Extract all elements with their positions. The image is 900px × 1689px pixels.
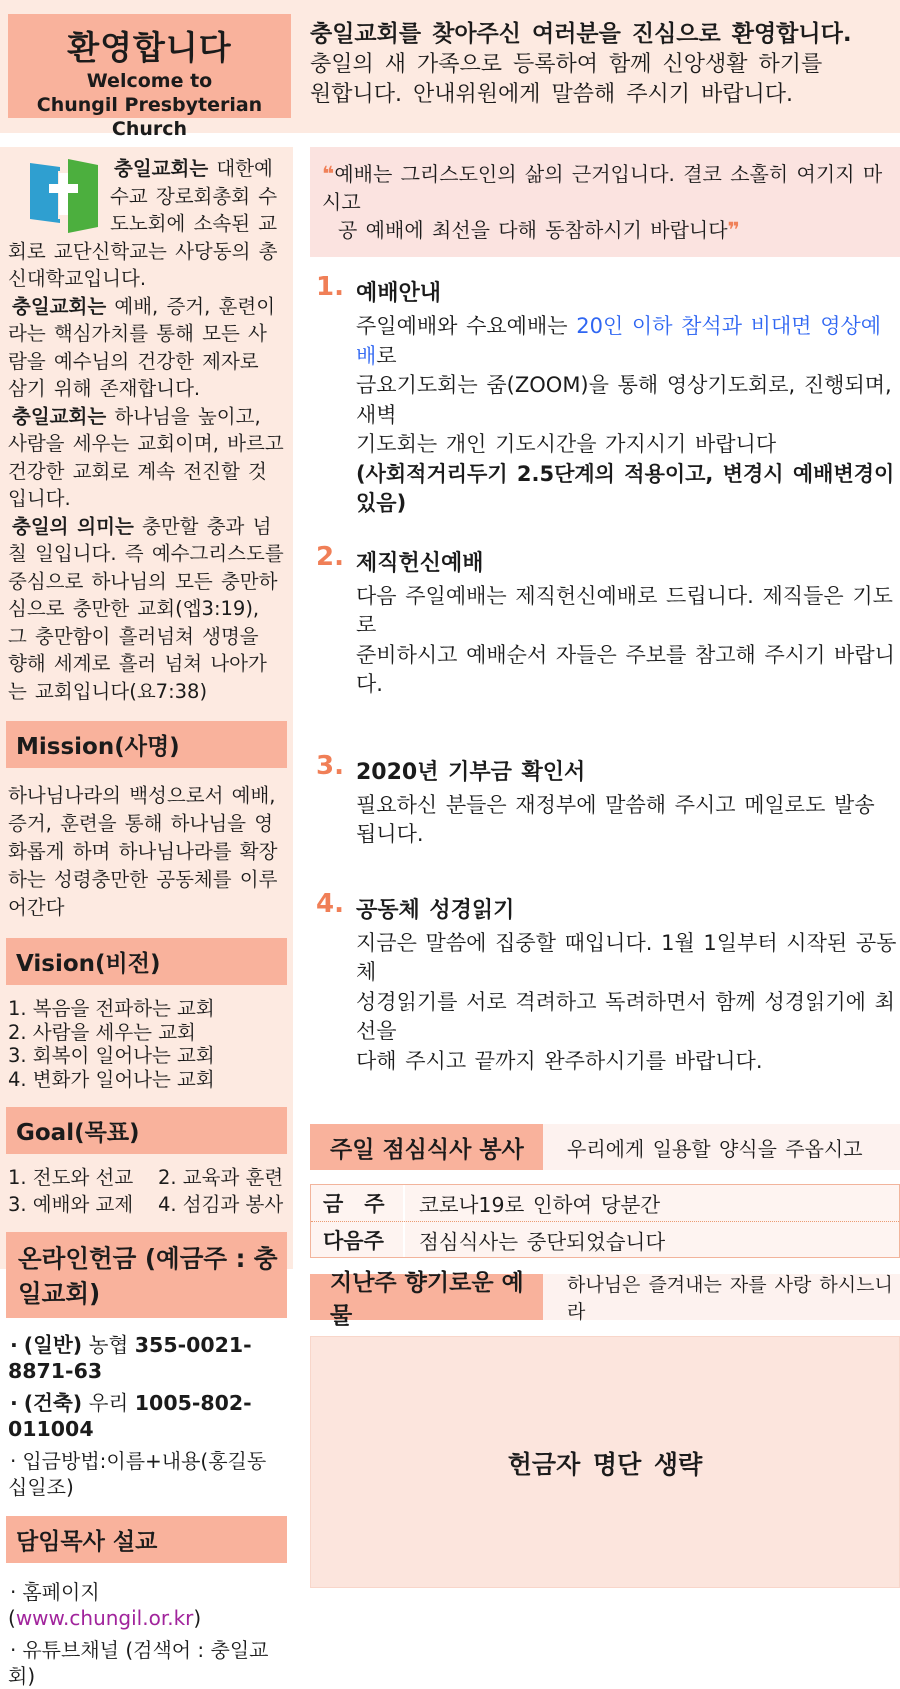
sermon-links	[8, 1579, 285, 1689]
body-line: 성경읽기를 서로 격려하고 독려하면서 함께 성경읽기에 최선을	[356, 989, 895, 1043]
announcement-3-donation-receipt	[316, 752, 900, 850]
offering-title: 지난주 향기로운 예물	[310, 1274, 543, 1320]
body-line: 필요하신 분들은 재정부에 말씀해 주시고 메일로도 발송 됩니다.	[356, 792, 875, 846]
left-sidebar	[0, 147, 293, 1688]
item-number: 3.	[316, 750, 344, 781]
announcements-column	[310, 147, 900, 1479]
intro-lead: 충일교회는	[114, 157, 209, 180]
bullet-dot: ·	[10, 1580, 17, 1604]
intro-rest: 하나님을 높이고, 사람을 세우는 교회이며, 바르고 건강한 교회로 계속 전진할 것입니다.	[8, 404, 284, 510]
intro-lead: 충일교회는	[12, 404, 107, 428]
goal-list	[8, 1166, 285, 1216]
item-number: 4.	[316, 888, 344, 919]
homepage-suffix: )	[193, 1606, 202, 1630]
announcement-1-worship-guide	[316, 273, 900, 519]
vision-item: 3. 회복이 일어나는 교회	[8, 1044, 215, 1067]
bullet-dot: ·	[10, 1638, 17, 1662]
greeting-line-2: 충일의 새 가족으로 등록하여 함께 신앙생활 하기를	[310, 52, 823, 77]
sermon-section-header: 담임목사 설교	[6, 1516, 287, 1563]
goal-item: 3. 예배와 교제	[8, 1192, 134, 1216]
item-body	[356, 929, 900, 1077]
welcome-title: 환영합니다	[67, 28, 232, 67]
account-type-label: (건축)	[23, 1391, 83, 1415]
online-giving-info	[8, 1332, 285, 1500]
quote-text-2: 공 예배에 최선을 다해 동참하시기 바랍니다	[338, 218, 728, 242]
row-value: 점심식사는 중단되었습니다	[419, 1229, 666, 1254]
church-doors-cross-icon	[22, 157, 106, 235]
item-title: 제직헌신예배	[356, 550, 484, 576]
row-value: 코로나19로 인하여 당분간	[419, 1193, 661, 1217]
body-line: 다해 주시고 끝까지 완주하시기를 바랍니다.	[356, 1048, 763, 1073]
offering-verse: 하나님은 즐겨내는 자를 사랑 하시느니라	[543, 1274, 900, 1320]
item-number: 1.	[316, 272, 344, 302]
giving-account-general	[8, 1332, 285, 1384]
vision-list	[8, 997, 285, 1091]
row-label: 금 주	[311, 1185, 405, 1221]
bullet-dot: ·	[10, 1333, 18, 1357]
bank-name: 우리	[82, 1391, 135, 1415]
quote-line-1	[322, 160, 890, 216]
vision-item: 2. 사람을 세우는 교회	[8, 1020, 196, 1044]
intro-paragraph	[8, 293, 285, 403]
account-number: 355-0021-8871-63	[8, 1333, 252, 1383]
mission-body: 하나님나라의 백성으로서 예배, 증거, 훈련을 통해 하나님을 영화롭게 하며 하나님나라를 확장하는 성령충만한 공동체를 이루어간다	[8, 784, 278, 919]
giving-method-note	[8, 1448, 285, 1500]
lunch-service-table	[310, 1184, 900, 1258]
account-type-label: (일반)	[23, 1333, 83, 1357]
row-label: 다음주	[311, 1222, 405, 1257]
intro-rest: 대한예수교 장로회총회 수도노회에 소속된 교회로 교단신학교는 사당동의 총신대학교입니다.	[8, 157, 278, 290]
item-body	[356, 791, 900, 850]
top-banner	[0, 0, 900, 140]
open-quote-icon: ❝	[322, 162, 335, 186]
body-line: 다음 주일예배는 제직헌신예배로 드립니다. 제직들은 기도로	[356, 583, 893, 637]
goal-section-header: Goal(목표)	[6, 1107, 287, 1154]
body-line: 지금은 말씀에 집중할 때입니다. 1월 1일부터 시작된 공동체	[356, 930, 897, 984]
lunch-service-verse: 우리에게 일용할 양식을 주옵시고	[543, 1124, 900, 1170]
goal-item: 4. 섬김과 봉사	[158, 1192, 284, 1216]
item-title: 2020년 기부금 확인서	[356, 759, 586, 785]
offering-header	[310, 1270, 900, 1329]
quote-line-2	[322, 216, 890, 244]
offering-names-box	[310, 1336, 900, 1588]
online-giving-header: 온라인헌금 (예금주 : 충일교회)	[6, 1232, 287, 1318]
item-body	[356, 312, 900, 519]
intro-rest: 예배, 증거, 훈련이라는 핵심가치를 통해 모든 사람을 예수님의 건강한 제자로 삼기 위해 존재합니다.	[8, 294, 276, 400]
item-title: 공동체 성경읽기	[356, 897, 515, 923]
table-row	[311, 1185, 899, 1221]
bullet-dot: ·	[10, 1391, 18, 1415]
lunch-service-title: 주일 점심식사 봉사	[310, 1124, 543, 1170]
lunch-service-header	[310, 1124, 900, 1170]
bank-name: 농협	[82, 1333, 135, 1357]
intro-lead: 충일의 의미는	[12, 514, 134, 538]
item-number: 2.	[316, 541, 344, 572]
giving-method-text: 입금방법:이름+내용(홍길동십일조)	[8, 1449, 267, 1499]
goal-item: 1. 전도와 선교	[8, 1166, 134, 1189]
body-line	[356, 312, 900, 371]
announcement-4-bible-reading	[316, 890, 900, 1077]
item-body	[356, 582, 900, 700]
giving-account-building	[8, 1390, 285, 1442]
vision-item: 1. 복음을 전파하는 교회	[8, 997, 215, 1020]
intro-lead: 충일교회는	[12, 294, 107, 318]
greeting-text	[310, 18, 852, 110]
intro-paragraph	[8, 403, 285, 513]
highlighted-blue-text: 20인 이하 참석과 비대면 영상예배	[356, 314, 882, 368]
intro-paragraph	[8, 513, 285, 706]
greeting-bold-line: 충일교회를 찾아주신 여러분을 진심으로 환영합니다.	[310, 21, 852, 47]
welcome-subtitle-en-1: Welcome to	[86, 70, 213, 92]
body-line: 금요기도회는 줌(ZOOM)을 통해 영상기도회로, 진행되며, 새벽	[356, 373, 892, 427]
youtube-channel-text: 유튜브채널 (검색어 : 충일교회)	[8, 1638, 269, 1688]
bullet-dot: ·	[10, 1449, 17, 1473]
vision-item: 4. 변화가 일어나는 교회	[8, 1067, 215, 1091]
youtube-line	[8, 1637, 285, 1689]
body-line-bold: (사회적거리두기 2.5단계의 적용이고, 변경시 예배변경이 있음)	[356, 461, 895, 515]
quote-text-1: 예배는 그리스도인의 삶의 근거입니다. 결코 소홀히 여기지 마시고	[322, 162, 883, 214]
homepage-line	[8, 1579, 285, 1631]
mission-section-header: Mission(사명)	[6, 721, 287, 768]
welcome-subtitle-en-2: Chungil Presbyterian Church	[36, 94, 263, 140]
offering-names-omitted-note: 헌금자 명단 생략	[507, 1450, 703, 1479]
body-line: 기도회는 개인 기도시간을 가지시기 바랍니다	[356, 432, 777, 456]
welcome-box	[8, 14, 291, 140]
line-text: 로	[376, 343, 397, 368]
worship-quote-box	[310, 147, 900, 257]
table-row	[311, 1221, 899, 1257]
item-title: 예배안내	[356, 281, 442, 306]
announcement-2-deacon-dedication	[316, 543, 900, 700]
body-line: 준비하시고 예배순서 자들은 주보를 참고해 주시기 바랍니다.	[356, 642, 895, 696]
church-intro	[8, 155, 285, 705]
goal-item: 2. 교육과 훈련	[158, 1166, 284, 1189]
intro-rest: 충만할 충과 넘칠 일입니다. 즉 예수그리스도를 중심으로 하나님의 모든 충만하심으로 충만한 교회(엡3:19), 그 충만함이 흘러넘쳐 생명을 향해 세계로 흘러 넘쳐 나아가는 교회입니다(요7:38)	[8, 514, 284, 703]
close-quote-icon: ❞	[727, 218, 740, 242]
greeting-line-3: 원합니다. 안내위원에게 말씀해 주시기 바랍니다.	[310, 82, 794, 107]
account-number: 1005-802-011004	[8, 1391, 252, 1441]
vision-section-header: Vision(비전)	[6, 938, 287, 985]
homepage-prefix: 홈페이지(	[8, 1580, 100, 1630]
homepage-link[interactable]: www.chungil.or.kr	[15, 1606, 194, 1630]
line-text: 주일예배와 수요예배는	[356, 314, 577, 338]
